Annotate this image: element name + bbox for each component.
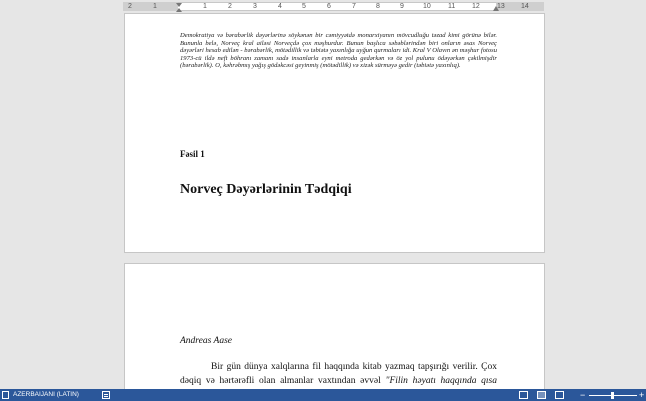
ruler-number: 11 (448, 3, 456, 10)
web-layout-icon[interactable] (555, 391, 564, 399)
zoom-out-icon[interactable]: − (580, 390, 586, 400)
indent-top-triangle[interactable] (176, 3, 182, 7)
read-mode-icon[interactable] (519, 391, 528, 399)
body-text-part1: Bir gün dünya xalqlarına fil haqqında kitab yazmaq tapşırığı verilir. Çox dəqiq və hərtərəfli olan almanlar vaxtından əvvəl (180, 362, 497, 386)
chapter-label: Fəsil 1 (180, 149, 205, 159)
intro-paragraph: Demokratiya və bərabərlik dəyərlərinə söykənən bir cəmiyyətdə monarxiyanın mövcudluğu təzad kimi görünə bilər. Bununla belə, Norveç kral ailəsi Norveçdə çox məşhurdur. Bunun başlıca səbəblərindən biri onların əsas Norveç dəyərləri hesab edilən - bərabərlik, mötədillik və təbiətə yaxınlığa uyğun qurmaları idi. Kral V Olavın ən məşhur fotosu 1973-cü ildə neft böhranı zamanı sadə insanlarla eyni metroda gedərkən və öz yol pulunu ödəyərkən çəkilmişdir (bərabərlik). O, kəhrəbmış yağış gödəkcəsi geyinmiş (mötədillik) və xizək sürməyə gedir (təbiətə yaxınlıq). (180, 32, 497, 70)
ruler-number: 13 (497, 3, 505, 10)
zoom-in-icon[interactable]: + (639, 390, 645, 400)
ruler-number: 2 (128, 3, 132, 10)
right-indent-marker[interactable] (493, 6, 499, 11)
ruler-number: 1 (153, 3, 157, 10)
ruler-number: 1 (203, 3, 207, 10)
ruler-number: 5 (302, 3, 306, 10)
indent-bottom-triangle[interactable] (176, 8, 182, 12)
document-page-1[interactable] (124, 13, 545, 253)
author-name: Andreas Aase (180, 336, 232, 346)
language-indicator[interactable]: AZERBAIJANI (LATIN) (13, 391, 79, 398)
ruler-strip[interactable] (123, 2, 544, 11)
zoom-slider-thumb[interactable] (611, 392, 614, 399)
ruler-number: 7 (352, 3, 356, 10)
ruler-number: 2 (228, 3, 232, 10)
ruler-number: 8 (376, 3, 380, 10)
document-page-2[interactable] (124, 263, 545, 393)
body-text-italic: "Filin həyatı haqqında qısa (385, 376, 497, 386)
ruler-number: 14 (521, 3, 529, 10)
proofing-icon[interactable] (2, 391, 9, 399)
status-bar (0, 389, 646, 401)
print-layout-icon[interactable] (537, 391, 546, 399)
horizontal-ruler[interactable] (0, 0, 646, 13)
ruler-number: 3 (253, 3, 257, 10)
ruler-number: 4 (278, 3, 282, 10)
ruler-number: 9 (400, 3, 404, 10)
ruler-number: 6 (327, 3, 331, 10)
ruler-number: 10 (423, 3, 431, 10)
ruler-number: 12 (472, 3, 480, 10)
chapter-title: Norveç Dəyərlərinin Tədqiqi (180, 182, 352, 197)
macro-recording-icon[interactable] (102, 391, 110, 399)
